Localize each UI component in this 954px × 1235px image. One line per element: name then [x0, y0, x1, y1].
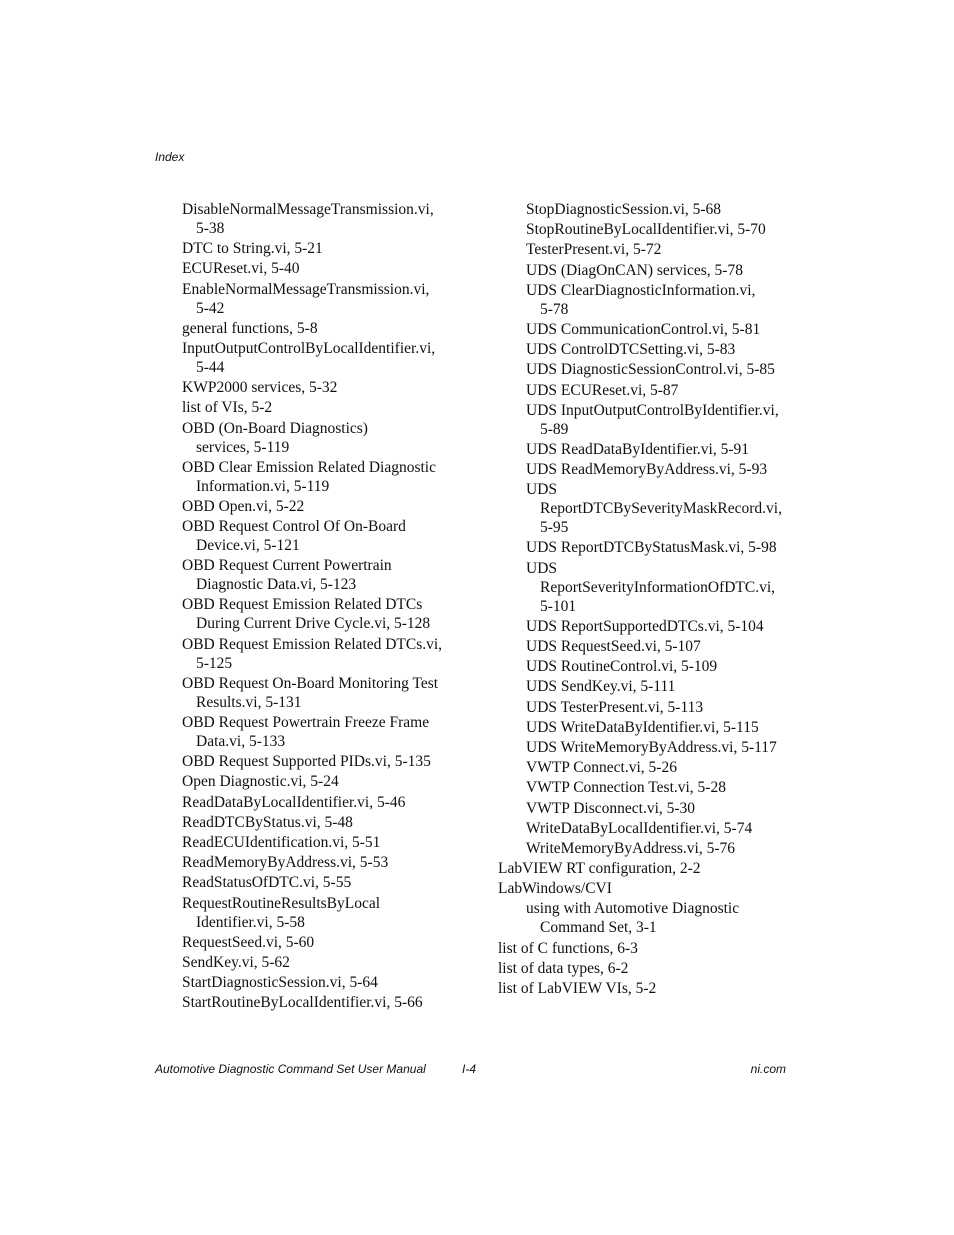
index-entry: VWTP Connection Test.vi, 5-28 [526, 779, 726, 797]
index-entry: list of LabVIEW VIs, 5-2 [498, 980, 657, 997]
index-entry: list of C functions, 6-3 [498, 939, 638, 957]
footer-manual-title: Automotive Diagnostic Command Set User Manual [155, 1062, 426, 1076]
index-entry: StartRoutineByLocalIdentifier.vi, 5-66 [182, 994, 423, 1012]
index-entry: ReadMemoryByAddress.vi, 5-53 [182, 854, 389, 872]
index-entry: UDS (DiagOnCAN) services, 5-78 [526, 261, 743, 279]
index-entry: TesterPresent.vi, 5-72 [526, 241, 662, 259]
index-entry: OBD Request Emission Related DTCs During Current Drive Cycle.vi, 5-128 [182, 596, 431, 633]
index-entry: StopDiagnosticSession.vi, 5-68 [526, 201, 722, 218]
index-entry: OBD (On-Board Diagnostics) services, 5-119 [182, 419, 368, 456]
index-entry: OBD Request Emission Related DTCs.vi, 5-125 [182, 635, 443, 672]
index-entry: ReadECUIdentification.vi, 5-51 [182, 833, 381, 851]
index-entry: UDS ReportSupportedDTCs.vi, 5-104 [526, 617, 764, 635]
running-header: Index [155, 150, 185, 164]
index-entry: UDS RequestSeed.vi, 5-107 [526, 638, 701, 655]
index-entry: OBD Request Control Of On-Board Device.vi, 5-121 [182, 518, 406, 555]
index-entry: RequestRoutineResultsByLocal Identifier.vi, 5-58 [182, 894, 381, 931]
index-entry: OBD Request Current Powertrain Diagnostic Data.vi, 5-123 [182, 557, 392, 594]
index-entry: VWTP Connect.vi, 5-26 [526, 759, 677, 777]
index-entry: list of data types, 6-2 [498, 959, 629, 977]
index-entry: UDS ClearDiagnosticInformation.vi, 5-78 [526, 281, 756, 318]
index-entry: UDS ReportDTCByStatusMask.vi, 5-98 [526, 539, 777, 557]
index-entry: UDS ReportSeverityInformationOfDTC.vi, 5-101 [526, 559, 776, 615]
index-entry: UDS SendKey.vi, 5-111 [526, 678, 676, 696]
index-entry: DTC to String.vi, 5-21 [182, 240, 323, 258]
index-entry: SendKey.vi, 5-62 [182, 953, 290, 971]
index-entry: UDS DiagnosticSessionControl.vi, 5-85 [526, 361, 775, 379]
index-entry: UDS ReadMemoryByAddress.vi, 5-93 [526, 461, 768, 479]
index-entry: UDS WriteDataByIdentifier.vi, 5-115 [526, 718, 759, 736]
index-entry: UDS InputOutputControlByIdentifier.vi, 5-89 [526, 401, 779, 438]
index-entry: UDS ControlDTCSetting.vi, 5-83 [526, 341, 736, 359]
index-entry: ECUReset.vi, 5-40 [182, 260, 300, 278]
index-column-left [182, 200, 457, 1013]
index-entry: general functions, 5-8 [182, 319, 318, 337]
index-entry: ReadDTCByStatus.vi, 5-48 [182, 813, 353, 831]
index-entry: VWTP Disconnect.vi, 5-30 [526, 799, 696, 817]
index-entry: ReadStatusOfDTC.vi, 5-55 [182, 874, 352, 892]
index-entry: UDS ECUReset.vi, 5-87 [526, 381, 679, 399]
index-entry: ReadDataByLocalIdentifier.vi, 5-46 [182, 793, 406, 811]
index-entry: using with Automotive Diagnostic Command Set, 3-1 [526, 900, 740, 937]
index-entry: Open Diagnostic.vi, 5-24 [182, 773, 339, 791]
index-entry: InputOutputControlByLocalIdentifier.vi, 5-44 [182, 339, 436, 376]
index-entry: UDS WriteMemoryByAddress.vi, 5-117 [526, 738, 777, 756]
index-column-right [498, 200, 798, 999]
index-entry: UDS ReadDataByIdentifier.vi, 5-91 [526, 440, 749, 458]
index-entry: WriteDataByLocalIdentifier.vi, 5-74 [526, 819, 753, 837]
index-entry: OBD Request Powertrain Freeze Frame Data.vi, 5-133 [182, 714, 430, 750]
index-entry: KWP2000 services, 5-32 [182, 379, 338, 397]
footer-page-number: I-4 [462, 1062, 477, 1076]
index-entry: OBD Request On-Board Monitoring Test Results.vi, 5-131 [182, 674, 439, 711]
index-entry: LabWindows/CVI [498, 880, 612, 898]
footer-website: ni.com [750, 1062, 786, 1076]
index-entry: WriteMemoryByAddress.vi, 5-76 [526, 839, 736, 857]
index-entry: UDS TesterPresent.vi, 5-113 [526, 698, 704, 716]
index-entry: LabVIEW RT configuration, 2-2 [498, 860, 701, 878]
index-entry: UDS ReportDTCBySeverityMaskRecord.vi, 5-95 [526, 481, 782, 537]
index-entry: EnableNormalMessageTransmission.vi, 5-42 [182, 280, 430, 317]
index-entry: OBD Request Supported PIDs.vi, 5-135 [182, 753, 431, 771]
index-entry: OBD Clear Emission Related Diagnostic Information.vi, 5-119 [182, 458, 436, 495]
index-entry: DisableNormalMessageTransmission.vi, 5-38 [182, 201, 434, 237]
index-entry: UDS CommunicationControl.vi, 5-81 [526, 320, 761, 338]
index-entry: OBD Open.vi, 5-22 [182, 497, 305, 515]
index-entry: StartDiagnosticSession.vi, 5-64 [182, 974, 378, 992]
index-entry: StopRoutineByLocalIdentifier.vi, 5-70 [526, 221, 766, 239]
index-entry: RequestSeed.vi, 5-60 [182, 933, 315, 951]
index-entry: list of VIs, 5-2 [182, 399, 273, 417]
index-entry: UDS RoutineControl.vi, 5-109 [526, 658, 718, 676]
